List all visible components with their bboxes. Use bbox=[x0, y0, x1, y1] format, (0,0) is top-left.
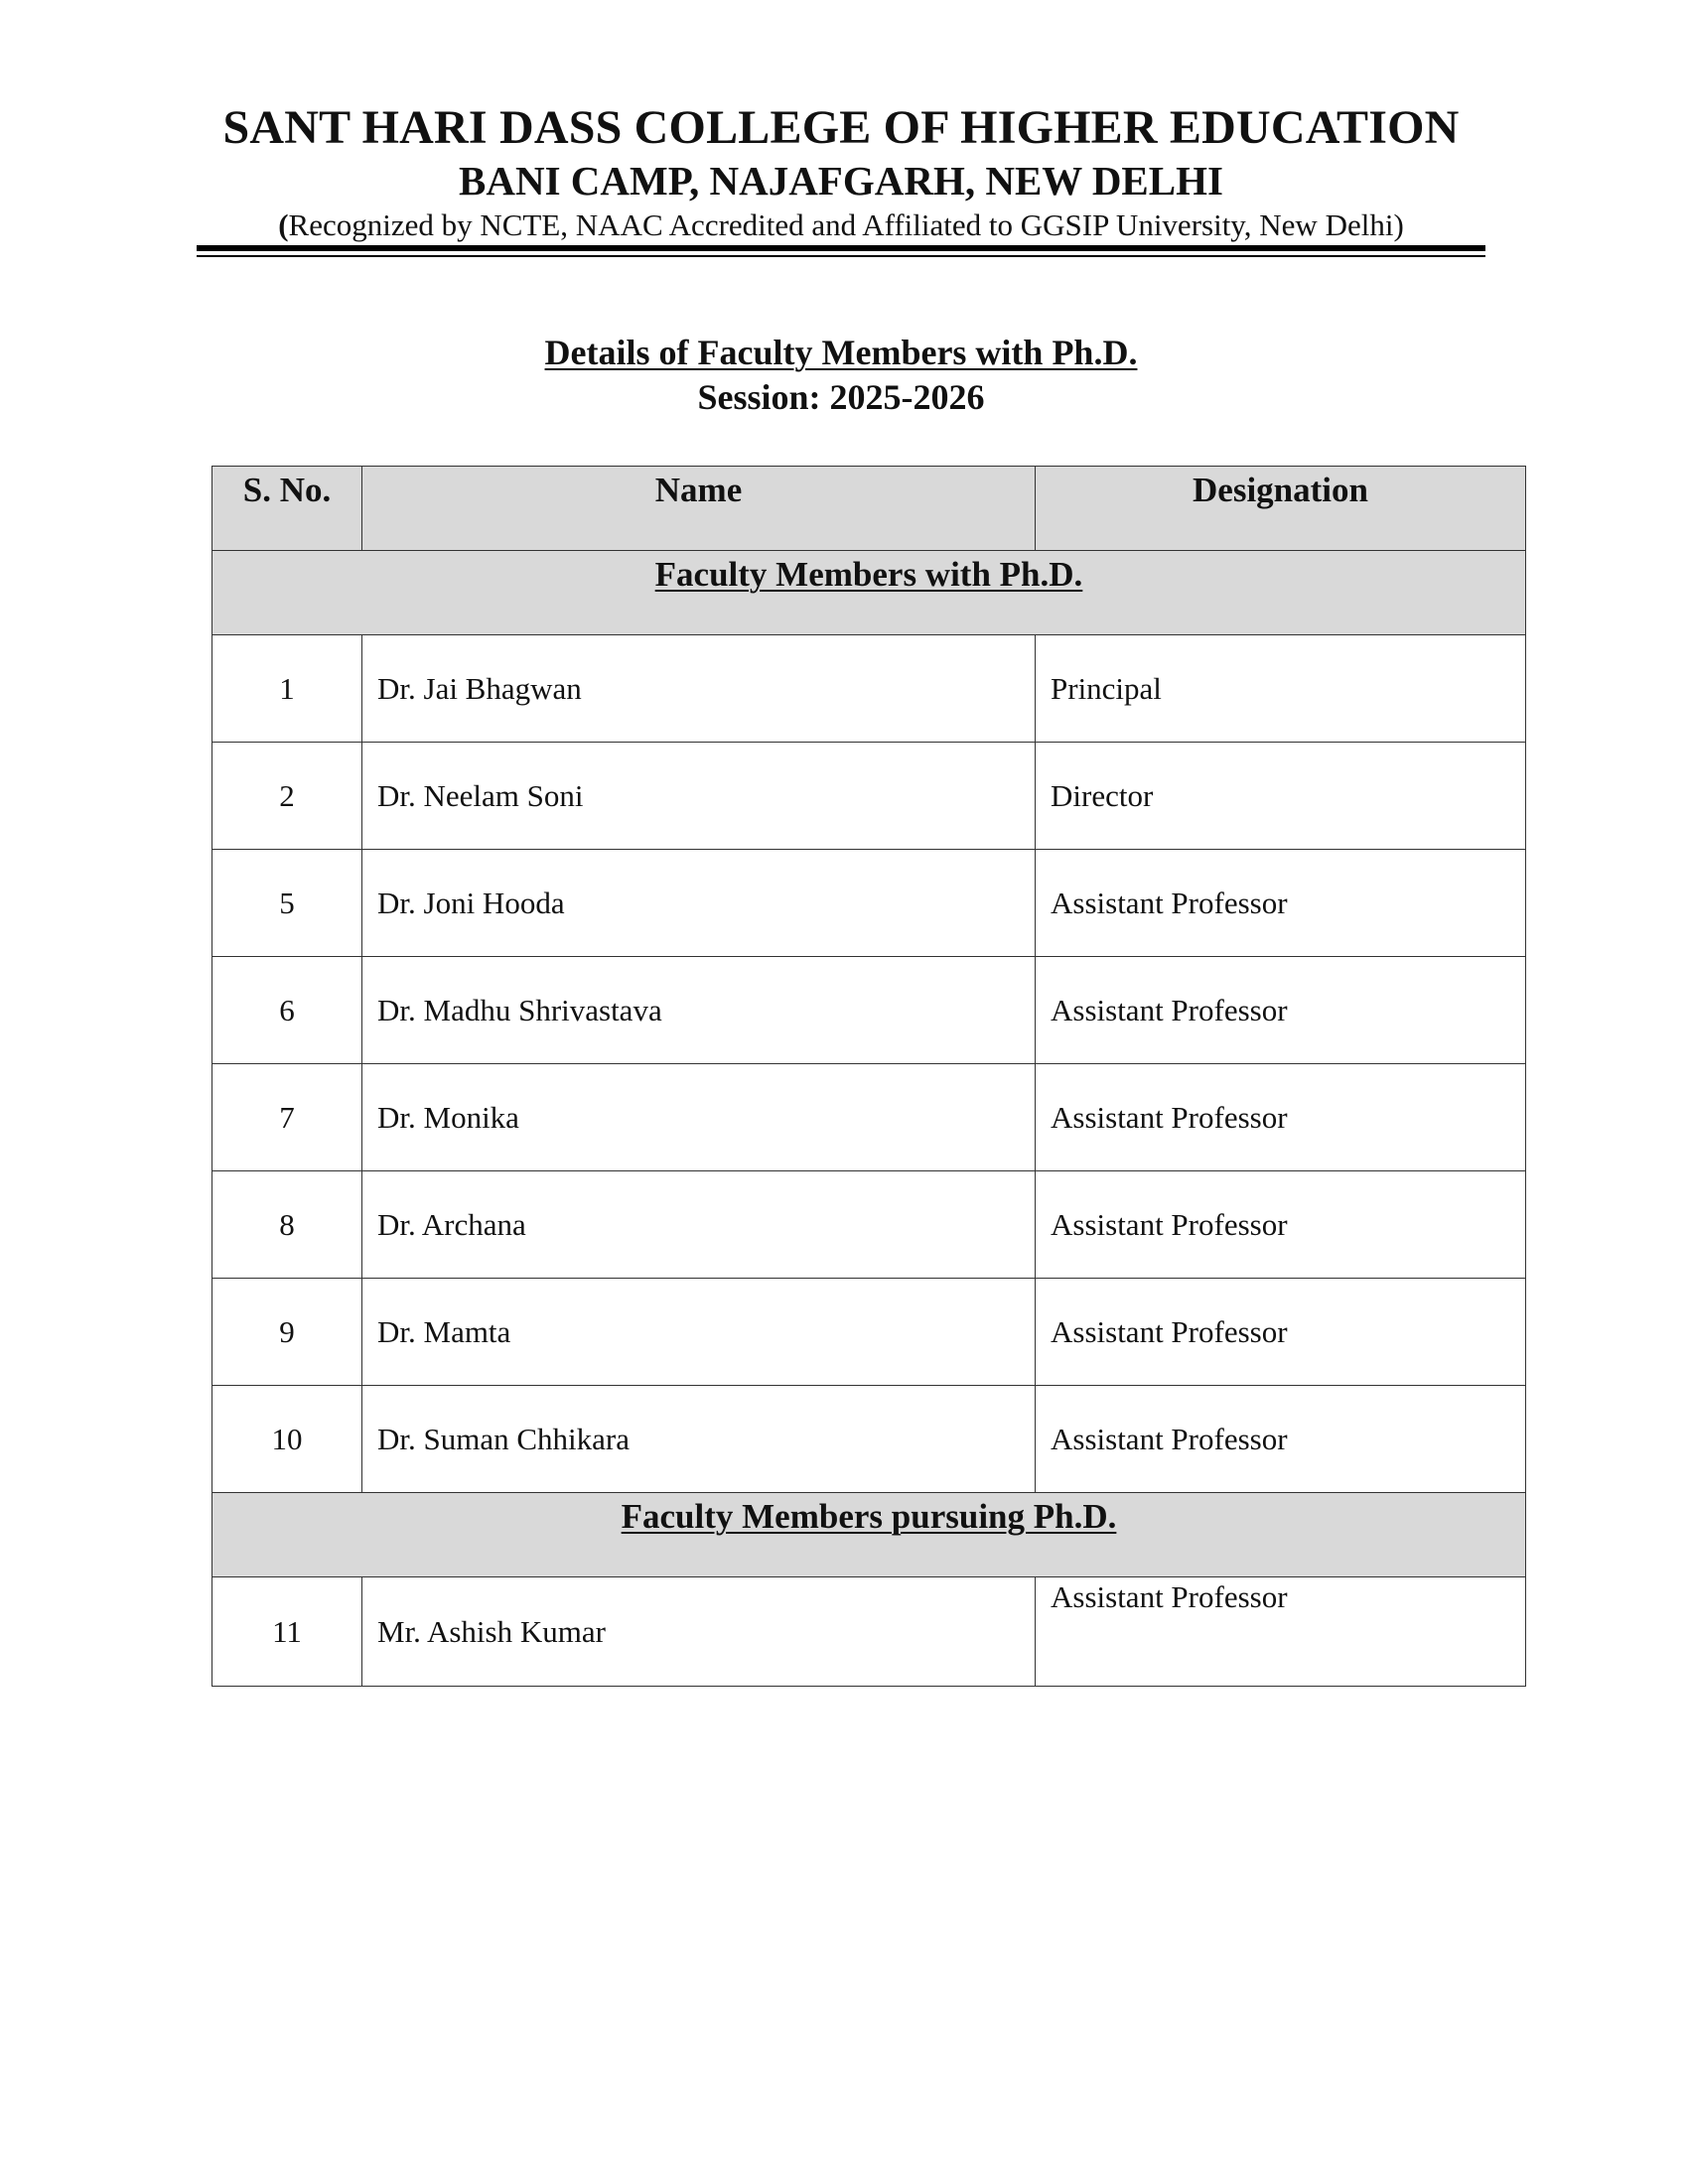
cell-sno: 8 bbox=[212, 1171, 362, 1279]
header-sno: S. No. bbox=[212, 467, 362, 551]
cell-designation: Assistant Professor bbox=[1036, 1064, 1526, 1171]
cell-designation: Assistant Professor bbox=[1036, 850, 1526, 957]
cell-designation: Principal bbox=[1036, 635, 1526, 743]
cell-sno: 11 bbox=[212, 1577, 362, 1687]
section-row-with-phd bbox=[212, 551, 1526, 635]
table-header-row bbox=[212, 467, 1526, 551]
cell-name: Dr. Jai Bhagwan bbox=[362, 635, 1036, 743]
cell-sno: 2 bbox=[212, 743, 362, 850]
table-row bbox=[212, 957, 1526, 1064]
cell-name: Dr. Archana bbox=[362, 1171, 1036, 1279]
cell-name: Dr. Neelam Soni bbox=[362, 743, 1036, 850]
table-row bbox=[212, 850, 1526, 957]
table-row bbox=[212, 635, 1526, 743]
cell-sno: 1 bbox=[212, 635, 362, 743]
header-rule-thin bbox=[197, 255, 1485, 257]
table-row bbox=[212, 743, 1526, 850]
header-rule-thick bbox=[197, 245, 1485, 251]
faculty-table bbox=[211, 466, 1526, 1687]
cell-name: Dr. Suman Chhikara bbox=[362, 1386, 1036, 1493]
cell-name: Dr. Joni Hooda bbox=[362, 850, 1036, 957]
section-row-pursuing-phd bbox=[212, 1493, 1526, 1577]
college-address: BANI CAMP, NAJAFGARH, NEW DELHI bbox=[459, 158, 1223, 204]
section-label: Faculty Members pursuing Ph.D. bbox=[621, 1497, 1117, 1536]
college-recognition bbox=[197, 205, 1485, 246]
cell-sno: 9 bbox=[212, 1279, 362, 1386]
header-designation: Designation bbox=[1036, 467, 1526, 551]
letterhead bbox=[197, 97, 1485, 246]
cell-name: Dr. Mamta bbox=[362, 1279, 1036, 1386]
title-session: Session: 2025-2026 bbox=[697, 377, 985, 417]
cell-designation: Assistant Professor bbox=[1036, 1577, 1526, 1687]
recognition-text: Recognized by NCTE, NAAC Accredited and Affiliated to GGSIP University, New Delhi) bbox=[288, 207, 1404, 242]
cell-sno: 10 bbox=[212, 1386, 362, 1493]
cell-designation: Director bbox=[1036, 743, 1526, 850]
section-label: Faculty Members with Ph.D. bbox=[654, 555, 1083, 594]
title-main: Details of Faculty Members with Ph.D. bbox=[544, 333, 1138, 372]
cell-sno: 7 bbox=[212, 1064, 362, 1171]
cell-designation: Assistant Professor bbox=[1036, 957, 1526, 1064]
table-row bbox=[212, 1386, 1526, 1493]
cell-sno: 5 bbox=[212, 850, 362, 957]
table-row bbox=[212, 1171, 1526, 1279]
cell-designation: Assistant Professor bbox=[1036, 1279, 1526, 1386]
table-row bbox=[212, 1064, 1526, 1171]
cell-name: Dr. Monika bbox=[362, 1064, 1036, 1171]
recognition-open-paren: ( bbox=[278, 207, 289, 242]
document-title bbox=[197, 331, 1485, 420]
cell-name: Mr. Ashish Kumar bbox=[362, 1577, 1036, 1687]
table-row bbox=[212, 1279, 1526, 1386]
cell-sno: 6 bbox=[212, 957, 362, 1064]
college-name: SANT HARI DASS COLLEGE OF HIGHER EDUCATION bbox=[222, 101, 1460, 154]
header-name: Name bbox=[362, 467, 1036, 551]
table-row bbox=[212, 1577, 1526, 1687]
cell-name: Dr. Madhu Shrivastava bbox=[362, 957, 1036, 1064]
cell-designation: Assistant Professor bbox=[1036, 1386, 1526, 1493]
cell-designation: Assistant Professor bbox=[1036, 1171, 1526, 1279]
